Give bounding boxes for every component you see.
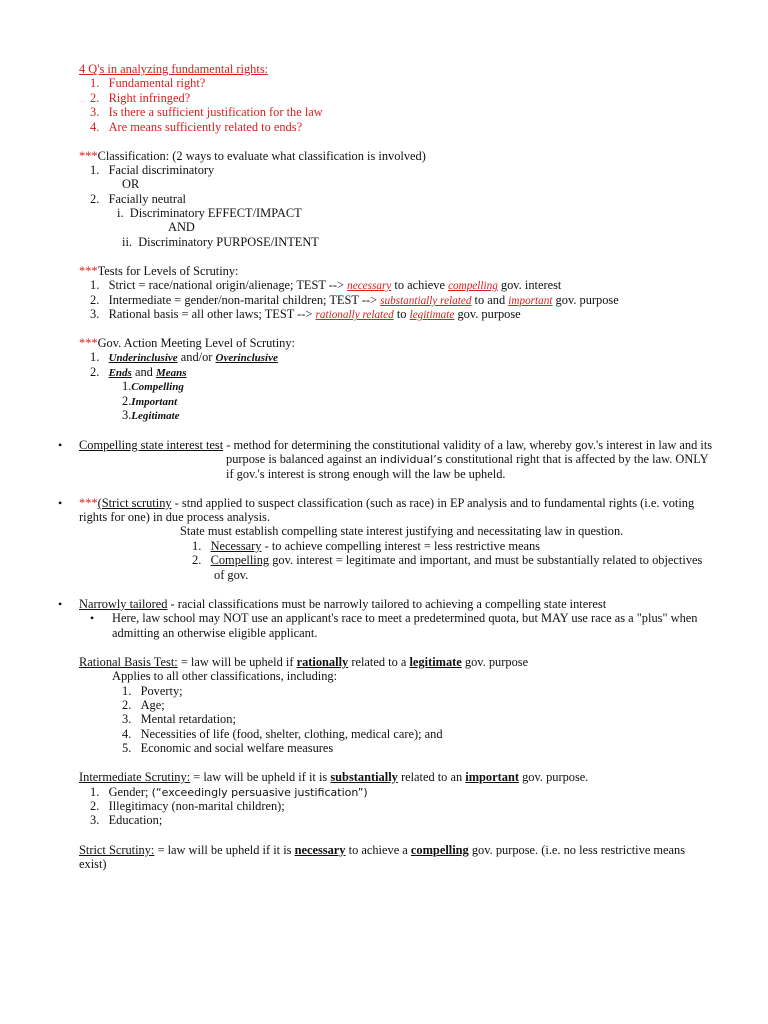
and-label: AND <box>168 220 195 234</box>
list-item: 3.Legitimate <box>122 408 180 422</box>
strict-scrutiny-line-2: exist) <box>79 857 107 871</box>
list-item: 4. Necessities of life (food, shelter, clothing, medical care); and <box>122 727 443 741</box>
list-item: 2. Ends and Means <box>90 365 187 379</box>
list-item: 1. Facial discriminatory <box>90 163 215 177</box>
list-item: 3. Mental retardation; <box>122 712 236 726</box>
list-item: 1. Strict = race/national origin/alienage; TEST --> necessary to achieve compelling gov. interest <box>90 278 562 292</box>
gov-action-heading: ***Gov. Action Meeting Level of Scrutiny: <box>79 336 296 350</box>
strict-line-1: ***(Strict scrutiny - stnd applied to suspect classification (such as race) in EP analysis and to fundamental rights (i.e. voting <box>79 496 695 510</box>
strict-line-3: State must establish compelling state interest justifying and necessitating law in question. <box>180 524 624 538</box>
list-item: 3. Education; <box>90 813 163 827</box>
rational-basis-applies: Applies to all other classifications, including: <box>112 669 338 683</box>
list-item: 1. Poverty; <box>122 684 183 698</box>
narrow-sub-1: Here, law school may NOT use an applicant's race to meet a predetermined quota, but MAY use race as a "plus" when <box>112 611 698 625</box>
list-item: 2. Compelling gov. interest = legitimate and important, and must be substantially related to objectives <box>192 553 703 567</box>
list-item: 1. Necessary - to achieve compelling interest = less restrictive means <box>192 539 540 553</box>
narrow-sub-2: admitting an otherwise eligible applicant. <box>112 626 318 640</box>
list-item: i. Discriminatory EFFECT/IMPACT <box>117 206 302 220</box>
strict-scrutiny-heading: Strict Scrutiny: = law will be upheld if it is necessary to achieve a compelling gov. purpose. (i.e. no less restrictive means <box>79 843 686 857</box>
sub-bullet-icon: • <box>90 611 95 625</box>
intermediate-heading: Intermediate Scrutiny: = law will be upheld if it is substantially related to an important gov. purpose. <box>79 770 589 784</box>
list-item-continued: of gov. <box>214 568 249 582</box>
list-item: 3. Rational basis = all other laws; TEST --> rationally related to legitimate gov. purpose <box>90 307 521 321</box>
classification-heading: ***Classification: (2 ways to evaluate what classification is involved) <box>79 149 426 163</box>
list-item: 2. Intermediate = gender/non-marital children; TEST --> substantially related to and important gov. purpose <box>90 293 619 307</box>
strict-line-2: rights for one) in due process analysis. <box>79 510 270 524</box>
analysis-heading: 4 Q's in analyzing fundamental rights: <box>79 62 269 76</box>
list-item: 2. Age; <box>122 698 165 712</box>
list-item: 3. Is there a sufficient justification for the law <box>90 105 323 119</box>
narrow-line-1: Narrowly tailored - racial classifications must be narrowly tailored to achieving a compelling state interest <box>79 597 607 611</box>
compelling-line-1: Compelling state interest test - method for determining the constitutional validity of a law, whereby gov.'s interest in law and its <box>79 438 713 452</box>
list-item: ii. Discriminatory PURPOSE/INTENT <box>122 235 319 249</box>
list-item: 1. Gender; (“exceedingly persuasive justification”) <box>90 785 368 799</box>
list-item: 1. Underinclusive and/or Overinclusive <box>90 350 278 364</box>
list-item: 1.Compelling <box>122 379 184 393</box>
bullet-icon: • <box>58 496 63 510</box>
list-item: 2.Important <box>122 394 178 408</box>
list-item: 2. Illegitimacy (non-marital children); <box>90 799 285 813</box>
list-item: 1. Fundamental right? <box>90 76 206 90</box>
list-item: 2. Right infringed? <box>90 91 191 105</box>
or-label: OR <box>122 177 140 191</box>
compelling-line-2: purpose is balanced against an individual’s constitutional right that is affected by the law. ONLY <box>226 452 709 466</box>
list-item: 2. Facially neutral <box>90 192 187 206</box>
tests-heading: ***Tests for Levels of Scrutiny: <box>79 264 239 278</box>
bullet-icon: • <box>58 597 63 611</box>
rational-basis-heading: Rational Basis Test: = law will be upheld if rationally related to a legitimate gov. purpose <box>79 655 529 669</box>
bullet-icon: • <box>58 438 63 452</box>
list-item: 5. Economic and social welfare measures <box>122 741 334 755</box>
list-item: 4. Are means sufficiently related to ends? <box>90 120 303 134</box>
compelling-line-3: if gov.'s interest is strong enough will the law be upheld. <box>226 467 506 481</box>
